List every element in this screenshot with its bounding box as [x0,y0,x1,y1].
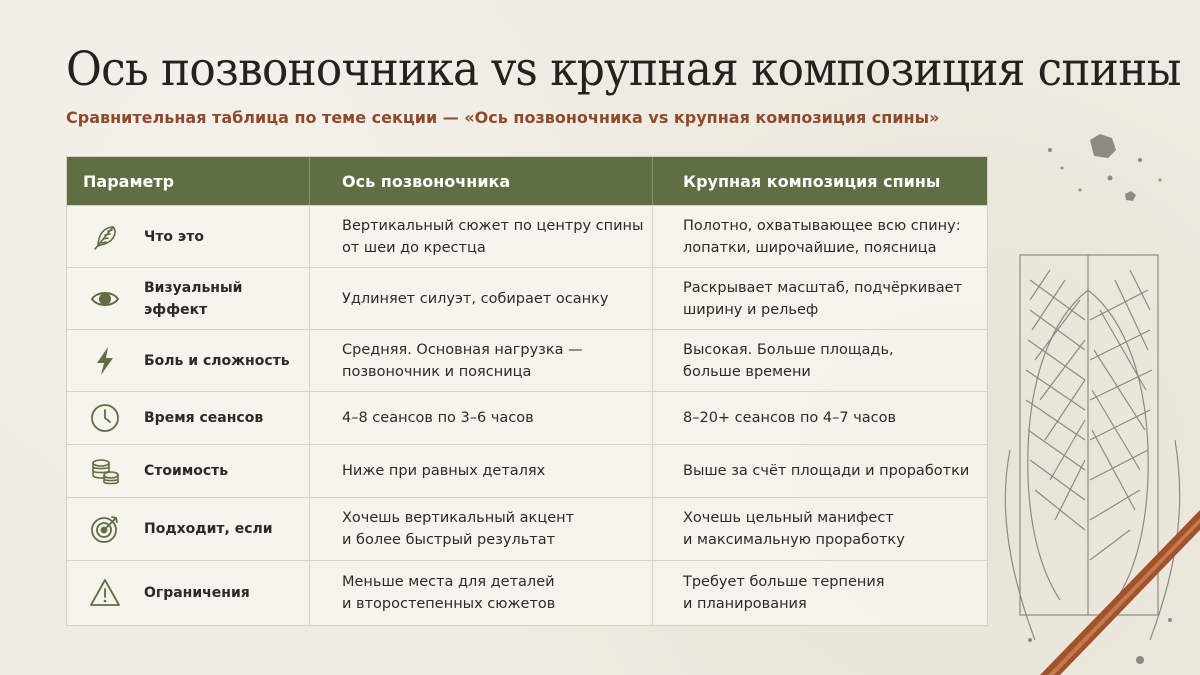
table-row [67,444,987,497]
cell-back-composition: 8–20+ сеансов по 4–7 часов [683,410,897,426]
row-param: Что это [144,228,204,245]
sketch-illustration [990,120,1200,675]
row-param: Ограничения [144,585,250,601]
header-back-composition: Крупная композиция спины [683,171,941,191]
cell-spine-axis: Хочешь вертикальный акцент и более быстрый результат [342,510,575,548]
table-row [67,267,987,329]
cell-spine-axis: Вертикальный сюжет по центру спины от шеи до крестца [342,217,644,256]
cell-back-composition: Хочешь цельный манифест и максимальную проработку [683,510,905,548]
clock-icon [87,400,123,436]
cell-spine-axis: Средняя. Основная нагрузка — позвоночник и поясница [342,341,583,380]
row-param: Боль и сложность [144,352,290,369]
page-title: Ось позвоночника vs крупная композиция спины [66,42,1181,97]
cell-back-composition: Требует больше терпения и планирования [683,574,885,612]
table-header [67,157,987,205]
lightning-icon [87,343,123,379]
cell-back-composition: Выше за счёт площади и проработки [683,463,970,479]
cell-spine-axis: 4–8 сеансов по 3–6 часов [342,410,534,426]
table-row [67,391,987,444]
coins-icon [87,453,123,489]
header-param: Параметр [67,157,310,205]
page-subtitle: Сравнительная таблица по теме секции — «Ось позвоночника vs крупная композиция спины» [66,108,940,127]
row-param: Подходит, если [144,521,273,537]
cell-spine-axis: Меньше места для деталей и второстепенных сюжетов [342,574,556,612]
eye-icon [87,281,123,317]
target-icon [87,511,123,547]
row-param: Стоимость [144,463,229,479]
table-row [67,560,987,625]
cell-back-composition: Полотно, охватывающее всю спину: лопатки, широчайшие, поясница [683,217,961,256]
cell-spine-axis: Удлиняет силуэт, собирает осанку [342,290,609,307]
row-param: Визуальный эффект [144,279,243,318]
stone-chip-icon [1090,134,1116,158]
table-row [67,205,987,267]
cell-spine-axis: Ниже при равных деталях [342,463,546,479]
table-row [67,329,987,391]
comparison-table [66,156,988,626]
cell-back-composition: Раскрывает масштаб, подчёркивает ширину и рельеф [683,279,963,318]
pencil-icon [1040,510,1200,675]
warning-icon [87,575,123,611]
table-row [67,497,987,560]
row-param: Время сеансов [144,410,264,426]
cell-back-composition: Высокая. Больше площадь, больше времени [683,341,894,380]
feather-icon [87,219,123,255]
header-spine-axis: Ось позвоночника [310,157,653,205]
